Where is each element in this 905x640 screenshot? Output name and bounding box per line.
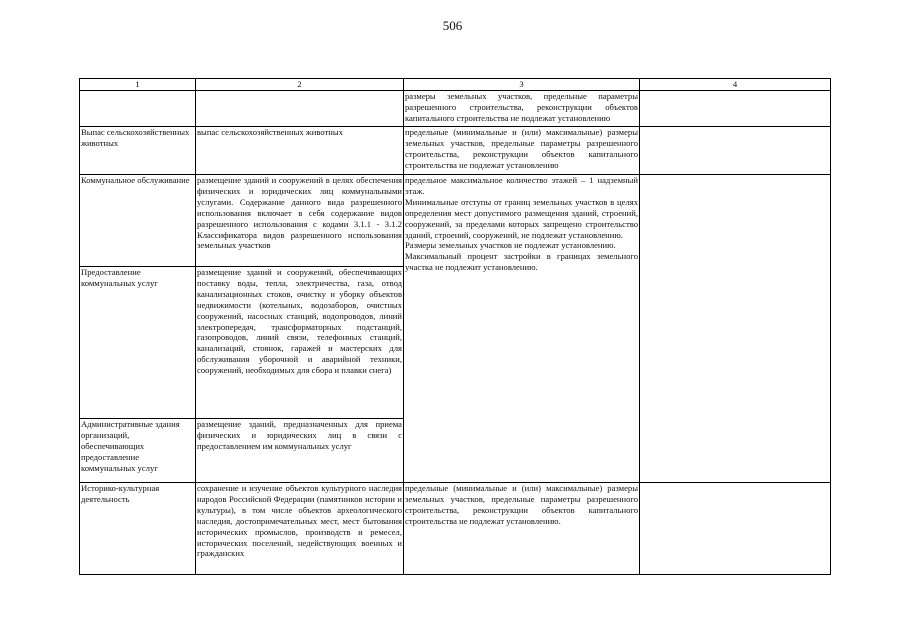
parameters-floors: предельное максимальное количество этажей – 1 надземный этаж. <box>405 175 638 196</box>
column-header: 2 <box>196 79 404 91</box>
use-description-cell: выпас сельскохозяйственных животных <box>196 127 404 175</box>
use-name-cell: Выпас сельскохозяйственных животных <box>80 127 196 175</box>
table-row <box>80 127 831 175</box>
use-name-cell: Предоставление коммунальных услуг <box>80 267 196 419</box>
use-description-cell: размещение зданий и сооружений в целях обеспечения физических и юридических лиц коммунальными услугами. Содержание данного вида разрешенного использования включает в себя содержание видов разрешенного использования с кодами 3.1.1 - 3.1.2 Классификатора видов разрешенного использования земельных участков <box>196 175 404 267</box>
table-row <box>80 91 831 127</box>
notes-cell <box>640 127 831 175</box>
use-description-cell <box>196 91 404 127</box>
parameters-plot-size: Размеры земельных участков не подлежат установлению. <box>405 240 616 251</box>
table-row <box>80 483 831 575</box>
parameters-cell: предельные (минимальные и (или) максимальные) размеры земельных участков, предельные параметры разрешенного строительства, реконструкции объектов капитального строительства не подлежат установлению. <box>404 483 640 575</box>
parameters-setbacks: Минимальные отступы от границ земельных участков в целях определения мест допустимого размещения зданий, строений, сооружений, за пределами которых запрещено строительство зданий, строений, сооружений, не подлежат установлению. <box>405 196 638 240</box>
page-number: 506 <box>442 18 463 33</box>
parameters-coverage: Максимальный процент застройки в границах земельного участка не подлежит установлению. <box>405 251 638 273</box>
parameters-cell: предельные (минимальные и (или) максимальные) размеры земельных участков, предельные параметры разрешенного строительства, реконструкции объектов капитального строительства не подлежат установлению <box>404 127 640 175</box>
column-header: 3 <box>404 79 640 91</box>
use-name-cell: Коммунальное обслуживание <box>80 175 196 267</box>
notes-cell <box>640 175 831 483</box>
notes-cell <box>640 483 831 575</box>
use-name-cell: Административные здания организаций, обеспечивающих предоставление коммунальных услуг <box>80 419 196 483</box>
zoning-table <box>79 78 831 575</box>
use-name-cell <box>80 91 196 127</box>
use-name-cell: Историко-культурная деятельность <box>80 483 196 575</box>
use-description-cell: размещение зданий и сооружений, обеспечивающих поставку воды, тепла, электричества, газа, отвод канализационных стоков, очистку и уборку объектов недвижимости (котельных, водозаборов, очистных сооружений, насосных станций, водопроводов, линий электропередач, трансформаторных подстанций, газопроводов, линий связи, телефонных станций, канализаций, стоянок, гаражей и мастерских для обслуживания уборочной и аварийной техники, сооружений, необходимых для сбора и плавки снега) <box>196 267 404 419</box>
table-row <box>80 175 831 267</box>
table-header-row <box>80 79 831 91</box>
parameters-cell <box>404 175 640 483</box>
notes-cell <box>640 91 831 127</box>
use-description-cell: размещение зданий, предназначенных для приема физических и юридических лиц в связи с предоставлением им коммунальных услуг <box>196 419 404 483</box>
parameters-cell: размеры земельных участков, предельные параметры разрешенного строительства, реконструкции объектов капитального строительства не подлежат установлению <box>404 91 640 127</box>
use-description-cell: сохранение и изучение объектов культурного наследия народов Российской Федерации (памятников истории и культуры), в том числе объектов археологического наследия, достопримечательных мест, мест бытования исторических промыслов, производств и ремесел, исторических поселений, недействующих военных и гражданских <box>196 483 404 575</box>
column-header: 4 <box>640 79 831 91</box>
column-header: 1 <box>80 79 196 91</box>
